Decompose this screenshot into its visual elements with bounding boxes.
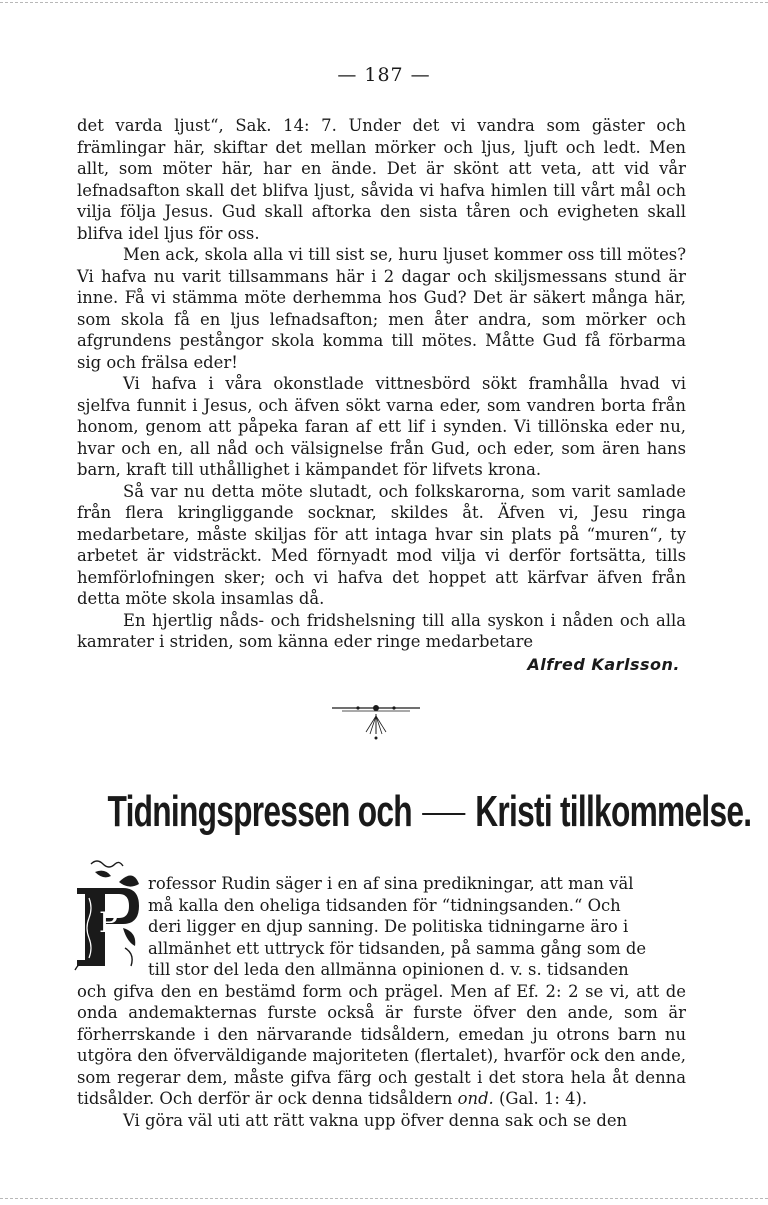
article-body [77,873,686,1131]
page-number: — 187 — [337,64,431,86]
article-title-right: Kristi tillkommelse. [475,787,752,836]
letter-paragraph-2: Men ack, skola alla vi till sist se, huru ljuset kommer oss till mötes? Vi hafva nu varit tillsammans här i 2 dagar och skiljsmessans stund är inne. Få vi stämma möte derhemma hos Gud? Det är säkert många här, som skola få en ljus lefnadsafton; men åter andra, som mörker och afgrundens pestångor skola komma till mötes. Måtte Gud få förbarma sig och frälsa eder! [77,245,686,372]
letter-paragraph-5: En hjertlig nåds- och fridshelsning till alla syskon i nåden och alla kamrater i striden, som känna eder ringe medarbetare [77,610,686,651]
page-top-edge [0,2,768,3]
title-dash [422,813,465,815]
article-line-4: allmänhet ett uttryck för tidsanden, på samma gång som de [148,938,647,958]
letter-body [77,115,686,653]
article-paragraph-1 [77,981,686,1110]
article-line-5: till stor del leda den allmänna opinionen d. v. s. tidsanden [148,960,629,979]
letter-paragraph-1: det varda ljust“, Sak. 14: 7. Under det vi vandra som gäster och främlingar här, skiftar det mellan mörker och ljus, ljuft och ledt. Men allt, som möter här, har en ände. Det är skönt att veta, att vid vår lefnadsafton skall det blifva ljust, såvida vi hafva himlen till vårt mål och vilja följa Jesus. Gud skall aftorka den sista tåren och evigheten skall blifva idel ljus för oss. [77,116,686,243]
article-paragraph-2: Vi göra väl uti att rätt vakna upp öfver denna sak och se den [123,1110,628,1130]
letter-signature: Alfred Karlsson. [527,655,680,674]
initial-letter: P [99,906,118,939]
article-line-3: deri ligger en djup sanning. De politiska tidningarne äro i [148,917,629,936]
emphasis-ond: ond. [457,1089,494,1108]
initial-wrap-block [77,873,686,981]
article-paragraph-1-text: och gifva den en bestämd form och prägel. Men af Ef. 2: 2 se vi, att de onda andemakternas furste också är furste öfver den ande, som är förherrskande i den närvarande tidsåldern, emedan ju otrons barn nu utgöra den öfverväldigande majoriteten (flertalet), hvarför ock den ande, som regerar dem, måste gifva färg och gestalt i det stora hela åt denna tidsålder. Och derför är ock denna tidsåldern [77,981,686,1108]
article-line-2: må kalla den oheliga tidsanden för “tidningsanden.“ Och [148,895,621,915]
page-bottom-edge [0,1198,768,1199]
article-title-left: Tidningspressen och [107,787,412,836]
divider-ornament-icon [328,700,424,748]
article-title [107,787,752,837]
letter-paragraph-3: Vi hafva i våra okonstlade vittnesbörd sökt framhålla hvad vi sjelfva funnit i Jesus, och äfven sökt varna eder, som vandren borta från honom, genom att påpeka faran af ett lif i synden. Vi tillönska eder nu, hvar och en, all nåd och välsignelse från Gud, och eder, som ären hans barn, kraft till uthållighet i kämpandet för lifvets krona. [77,374,686,479]
letter-paragraph-4: Så var nu detta möte slutadt, och folkskarorna, som varit samlade från flera kringliggande socknar, skildes åt. Äfven vi, Jesu ringa medarbetare, måste skiljas för att intaga hvar sin plats på “muren“, ty arbetet är vidsträckt. Med förnyadt mod vilja vi derför fortsätta, tills hemförlofningen sker; och vi hafva det hoppet att kärfvar äfven från detta möte skola insamlas då. [77,481,686,608]
article-reference: (Gal. 1: 4). [493,1089,588,1108]
article-line-1: rofessor Rudin säger i en af sina predikningar, att man väl [148,874,634,893]
